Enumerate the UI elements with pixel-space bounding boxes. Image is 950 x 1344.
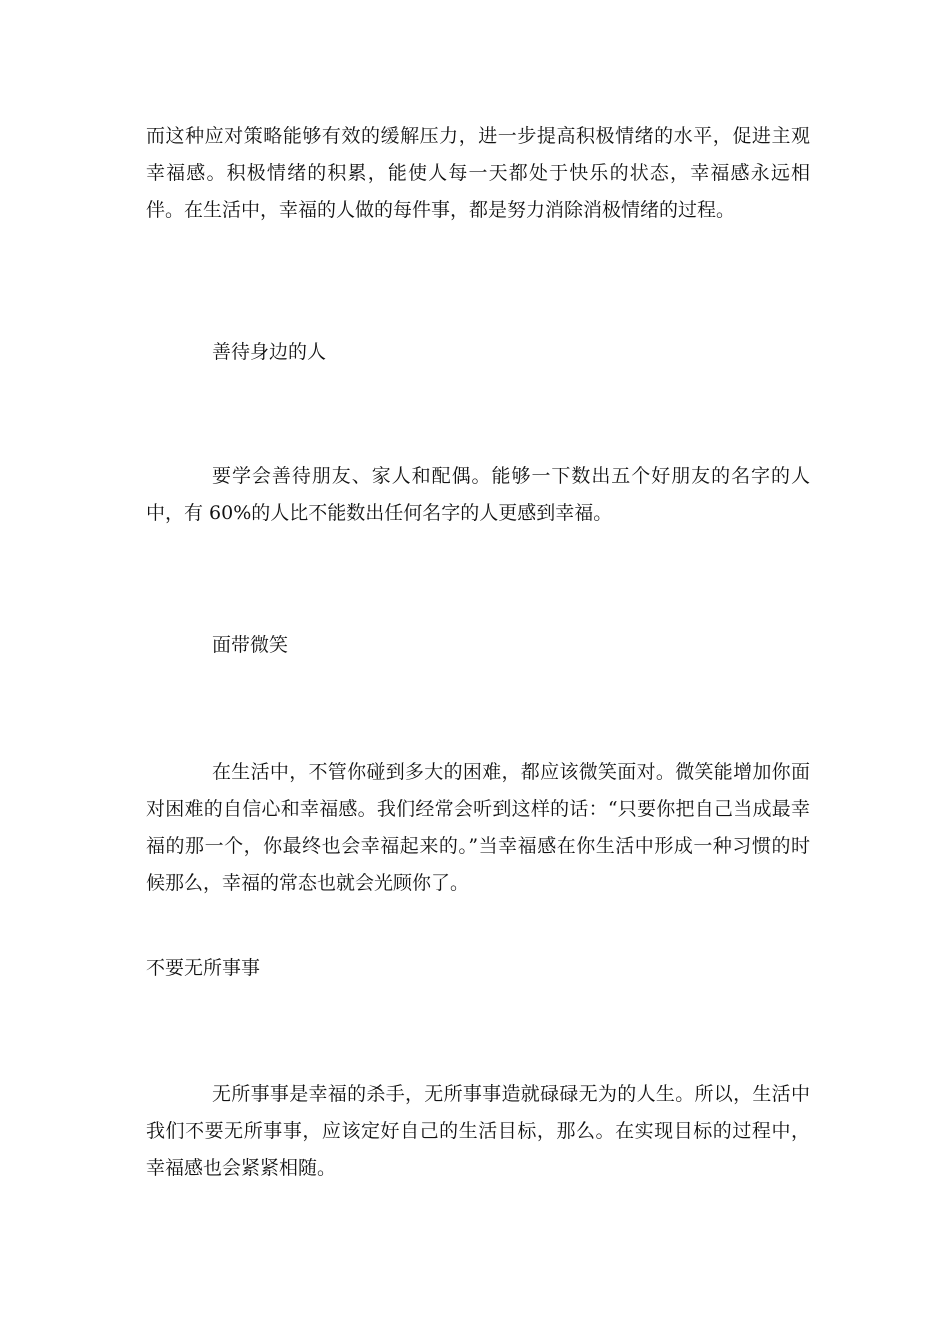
paragraph-idleness-goals: 无所事事是幸福的杀手，无所事事造就碌碌无为的人生。所以，生活中我们不要无所事事，应该定好自己的生活目标，那么。在实现目标的过程中，幸福感也会紧紧相随。 — [146, 1083, 810, 1179]
paragraph-friends-family: 要学会善待朋友、家人和配偶。能够一下数出五个好朋友的名字的人中，有 60%的人比不能数出任何名字的人更感到幸福。 — [146, 465, 810, 524]
heading-treat-people-kindly: 善待身边的人 — [212, 341, 327, 363]
heading-dont-be-idle: 不要无所事事 — [146, 957, 261, 979]
heading-smile: 面带微笑 — [212, 634, 289, 656]
paragraph-positive-emotions: 而这种应对策略能够有效的缓解压力，进一步提高积极情绪的水平，促进主观幸福感。积极情绪的积累，能使人每一天都处于快乐的状态，幸福感永远相伴。在生活中，幸福的人做的每件事，都是努力消除消极情绪的过程。 — [146, 125, 810, 221]
paragraph-smile-difficulties: 在生活中，不管你碰到多大的困难，都应该微笑面对。微笑能增加你面对困难的自信心和幸福感。我们经常会听到这样的话：“只要你把自己当成最幸福的那一个，你最终也会幸福起来的。”当幸福感在你生活中形成一种习惯的时候那么，幸福的常态也就会光顾你了。 — [146, 761, 810, 894]
